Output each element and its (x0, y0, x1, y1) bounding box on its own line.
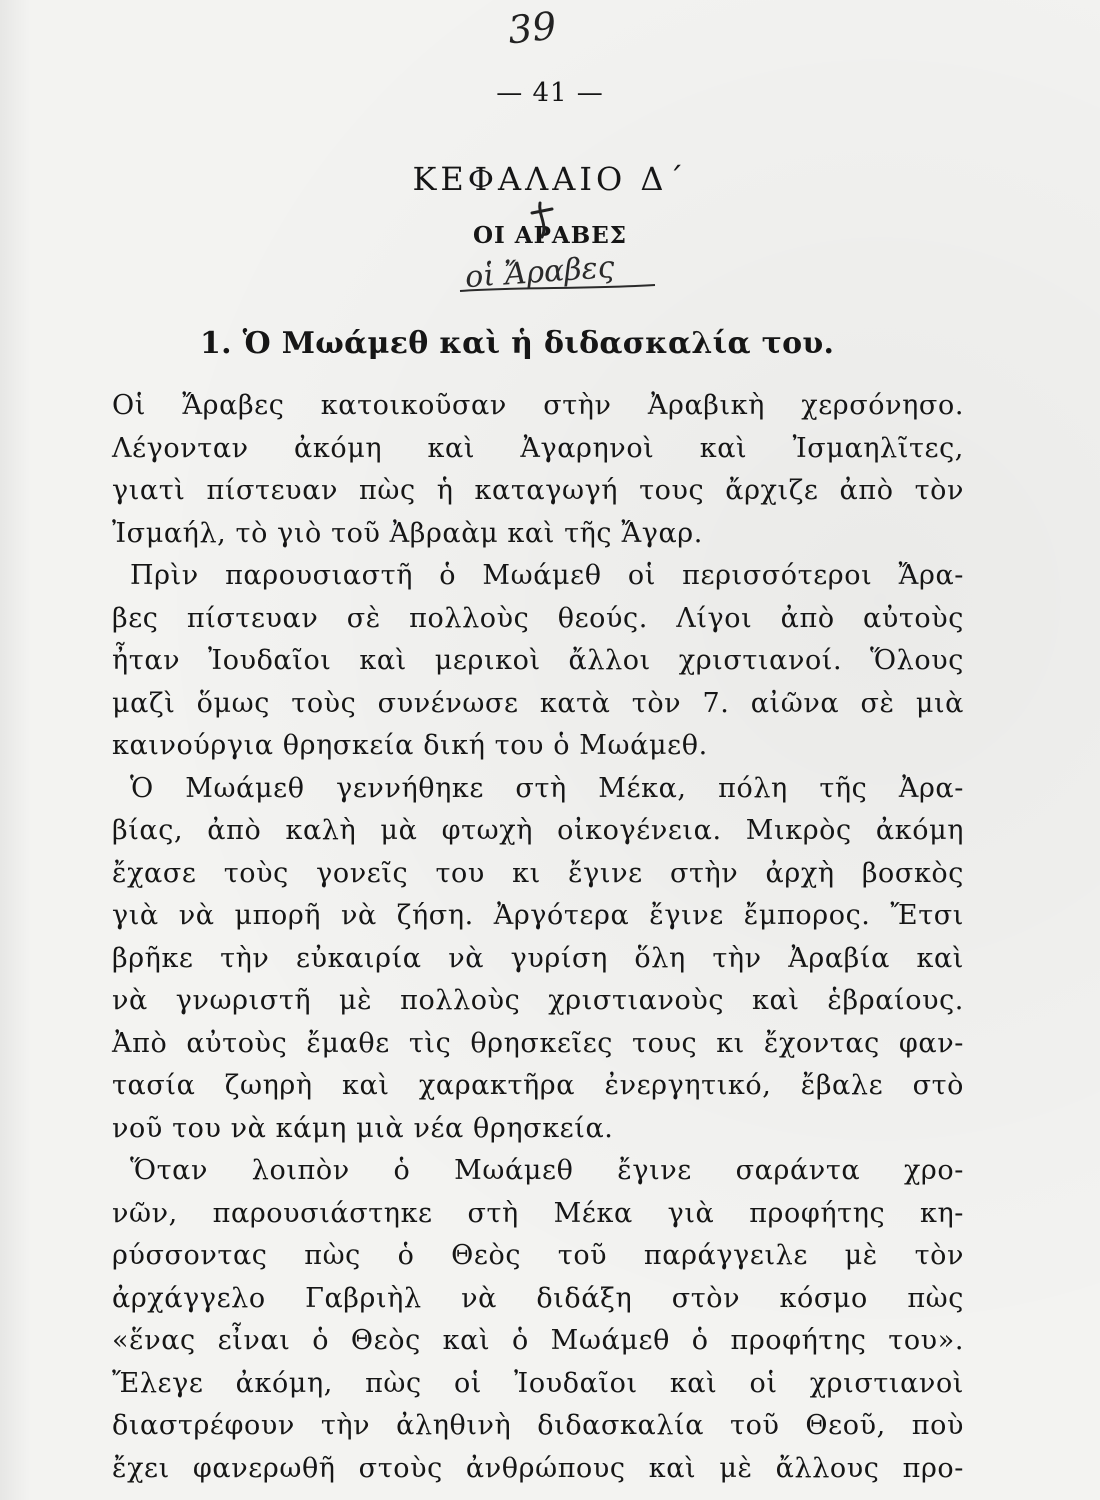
body-line: μαζὶ ὅμως τοὺς συνένωσε κατὰ τὸν 7. αἰῶνα σὲ μιὰ (112, 687, 964, 719)
body-line: ἀρχάγγελο Γαβριὴλ νὰ διδάξη στὸν κόσμο πὼς (112, 1282, 964, 1314)
body-line: ἔχασε τοὺς γονεῖς του κι ἔγινε στὴν ἀρχὴ βοσκὸς (112, 857, 964, 889)
body-line: Πρὶν παρουσιαστῆ ὁ Μωάμεθ οἱ περισσότεροι Ἄρα- (130, 560, 964, 591)
chapter-title: ΚΕΦΑΛΑΙΟ Δ΄ (412, 160, 688, 198)
body-line: καινούργια θρησκεία δική του ὁ Μωάμεθ. (112, 730, 708, 761)
body-line: Ὁ Μωάμεθ γεννήθηκε στὴ Μέκα, πόλη τῆς Ἀρα- (130, 772, 964, 804)
body-line: νὰ γνωριστῆ μὲ πολλοὺς χριστιανοὺς καὶ ἑβραίους. (112, 985, 964, 1016)
body-line: βίας, ἀπὸ καλὴ μὰ φτωχὴ οἰκογένεια. Μικρὸς ἀκόμη (112, 815, 964, 846)
body-line: νῶν, παρουσιάστηκε στὴ Μέκα γιὰ προφήτης κη- (112, 1197, 964, 1229)
body-line: Ὅταν λοιπὸν ὁ Μωάμεθ ἔγινε σαράντα χρο- (130, 1155, 964, 1186)
body-line: «ἕνας εἶναι ὁ Θεὸς καὶ ὁ Μωάμεθ ὁ προφήτης του». (112, 1325, 964, 1356)
handwritten-page-number: 39 (505, 3, 559, 53)
body-line: βες πίστευαν σὲ πολλοὺς θεούς. Λίγοι ἀπὸ αὐτοὺς (112, 602, 964, 634)
body-line: ἦταν Ἰουδαῖοι καὶ μερικοὶ ἄλλοι χριστιανοί. Ὅλους (112, 645, 964, 676)
body-line: ρύσσοντας πὼς ὁ Θεὸς τοῦ παράγγειλε μὲ τὸν (112, 1240, 964, 1271)
body-line: γιὰ νὰ μπορῆ νὰ ζήση. Ἀργότερα ἔγινε ἔμπορος. Ἔτσι (112, 900, 964, 931)
body-line: νοῦ του νὰ κάμη μιὰ νέα θρησκεία. (112, 1112, 614, 1144)
printed-page-number: — 41 — (496, 78, 604, 108)
body-line: τασία ζωηρὴ καὶ χαρακτῆρα ἐνεργητικό, ἔβαλε στὸ (112, 1070, 964, 1101)
body-line: Ἔλεγε ἀκόμη, πὼς οἱ Ἰουδαῖοι καὶ οἱ χριστιανοὶ (112, 1367, 964, 1399)
body-line: γιατὶ πίστευαν πὼς ἡ καταγωγή τους ἄρχιζε ἀπὸ τὸν (112, 475, 964, 506)
body-line: διαστρέφουν τὴν ἀληθινὴ διδασκαλία τοῦ Θεοῦ, ποὺ (112, 1410, 964, 1441)
body-text (112, 385, 964, 1490)
section-heading: 1. Ὁ Μωάμεθ καὶ ἡ διδασκαλία του. (200, 326, 835, 361)
chapter-subtitle: ΟΙ ΑΡΑΒΕΣ (472, 222, 628, 249)
body-line: ἔχει φανερωθῆ στοὺς ἀνθρώπους καὶ μὲ ἄλλους προ- (112, 1452, 964, 1484)
handwritten-note: οἱ Ἄραβες (463, 249, 616, 296)
body-line: Ἀπὸ αὐτοὺς ἔμαθε τὶς θρησκεῖες τους κι ἔχοντας φαν- (112, 1027, 964, 1059)
body-line: βρῆκε τὴν εὐκαιρία νὰ γυρίση ὅλη τὴν Ἀραβία καὶ (112, 942, 964, 974)
body-line: Οἱ Ἄραβες κατοικοῦσαν στὴν Ἀραβικὴ χερσόνησο. (112, 390, 964, 421)
body-line: Ἰσμαήλ, τὸ γιὸ τοῦ Ἀβραὰμ καὶ τῆς Ἄγαρ. (112, 517, 703, 549)
body-line: Λέγονταν ἀκόμη καὶ Ἀγαρηνοὶ καὶ Ἰσμαηλῖτες, (112, 432, 964, 464)
